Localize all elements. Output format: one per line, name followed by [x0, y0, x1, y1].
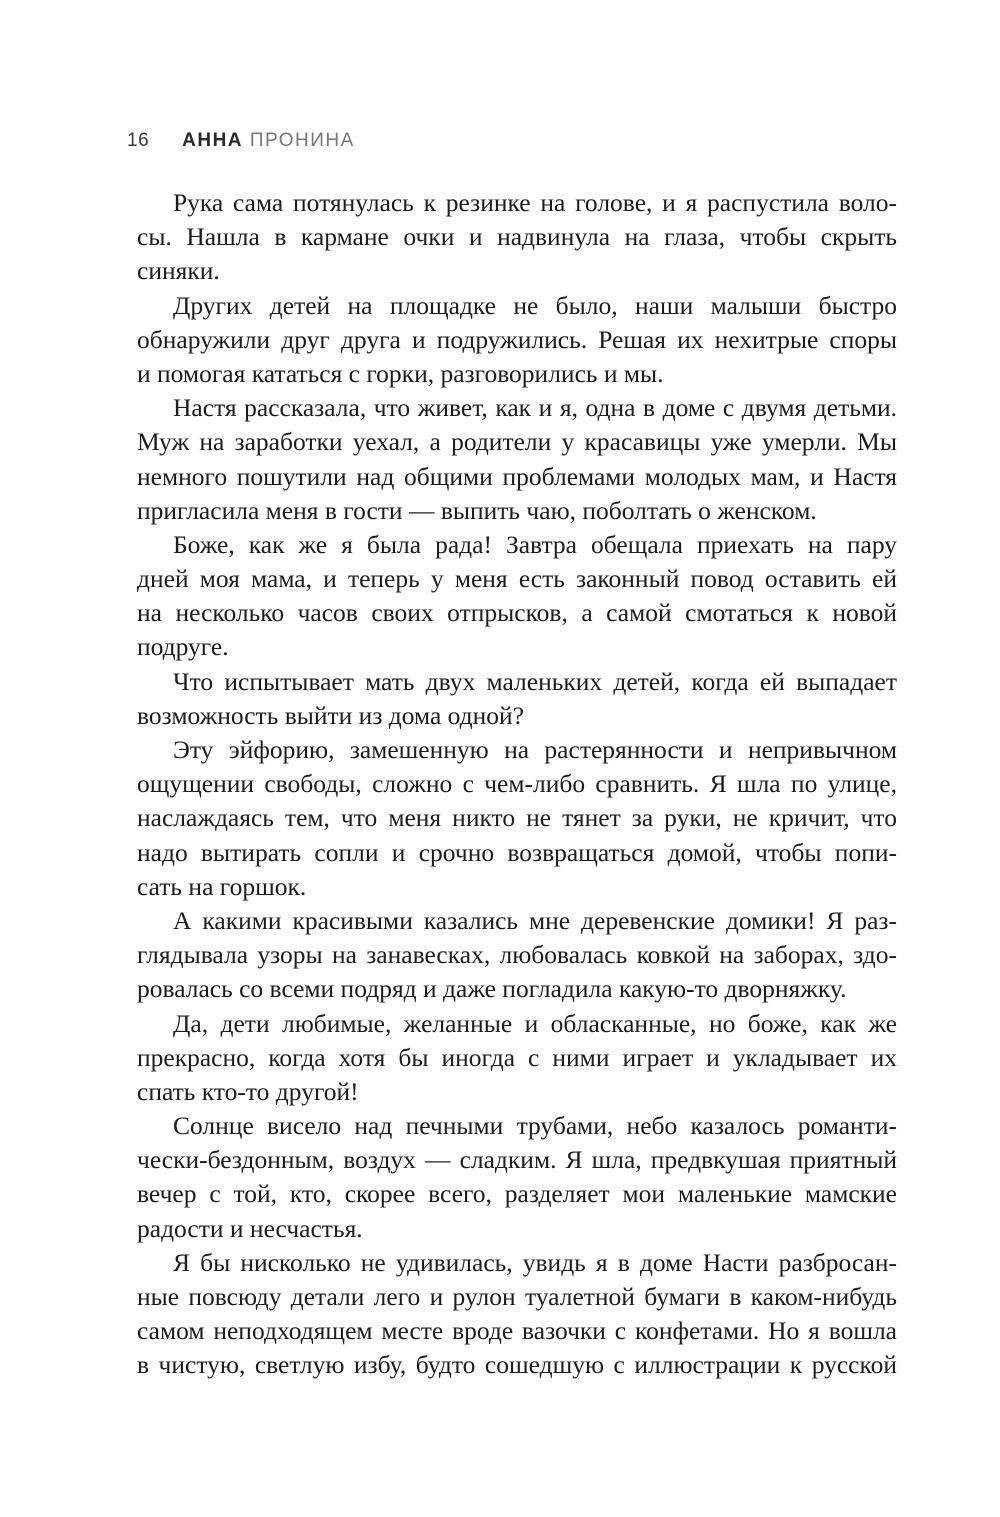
text-line: сать на горшок. [137, 871, 307, 901]
text-line: А какими красивыми казались мне деревенские домики! Я раз- [173, 905, 897, 935]
text-line: Солнце висело над печными трубами, небо казалось романти- [173, 1111, 897, 1141]
text-line: Других детей на площадке не было, наши малыши быстро [173, 290, 897, 320]
text-line: и помогая кататься с горки, разговорились и мы. [137, 358, 664, 388]
running-head [127, 130, 355, 160]
text-line: наслаждаясь тем, что меня никто не тянет за руки, не кричит, что [137, 803, 897, 833]
text-line: Настя рассказала, что живет, как и я, одна в доме с двумя детьми. [173, 393, 897, 423]
text-line: чески-бездонным, воздух — сладким. Я шла, предвкушая приятный [137, 1145, 897, 1175]
text-line: возможность выйти из дома одной? [137, 700, 525, 730]
text-line: сы. Нашла в кармане очки и надвинула на глаза, чтобы скрыть [137, 222, 897, 252]
text-line: ощущении свободы, сложно с чем-либо сравнить. Я шла по улице, [137, 769, 897, 799]
text-line: Муж на заработки уехал, а родители у красавицы уже умерли. Мы [137, 427, 897, 457]
text-line: Я бы нисколько не удивилась, увидь я в доме Насти разбросан- [173, 1247, 897, 1277]
text-line: синяки. [137, 256, 220, 286]
text-line: прекрасно, когда хотя бы иногда с ними играет и укладывает их [137, 1042, 897, 1072]
text-line: Да, дети любимые, желанные и обласканные, но боже, как же [173, 1008, 897, 1038]
text-line: в чистую, светлую избу, будто сошедшую с иллюстрации к русской [137, 1350, 897, 1380]
text-line: ные повсюду детали лего и рулон туалетной бумаги в каком-нибудь [137, 1282, 897, 1311]
text-line: немного пошутили над общими проблемами молодых мам, и Настя [137, 461, 897, 491]
text-line: пригласила меня в гости — выпить чаю, поболтать о женском. [137, 495, 817, 525]
author-first-name: АННА [182, 130, 244, 151]
text-line: на несколько часов своих отпрысков, а самой смотаться к новой [137, 598, 897, 628]
text-line: подруге. [137, 632, 229, 662]
text-line: радости и несчастья. [137, 1213, 363, 1243]
text-line: Что испытывает мать двух маленьких детей, когда ей выпадает [173, 666, 897, 696]
text-line: надо вытирать сопли и срочно возвращаться домой, чтобы попи- [137, 837, 897, 867]
text-line: спать кто-то другой! [137, 1076, 359, 1106]
text-line: глядывала узоры на занавесках, любовалась ковкой на заборах, здо- [137, 940, 897, 970]
page-number: 16 [127, 130, 150, 151]
text-line: Эту эйфорию, замешенную на растерянности и непривычном [173, 735, 897, 764]
text-line: ровалась со всеми подряд и даже погладила какую-то дворняжку. [137, 974, 847, 1004]
text-line: вечер с той, кто, скорее всего, разделяет мои маленькие мамские [137, 1179, 897, 1209]
text-line: Рука сама потянулась к резинке на голове, и я распустила воло- [173, 188, 897, 217]
body-text [137, 186, 897, 1383]
text-line: дней моя мама, и теперь у меня есть законный повод оставить ей [137, 564, 897, 594]
text-line: Боже, как же я была рада! Завтра обещала приехать на пару [173, 529, 897, 559]
author-last-name: ПРОНИНА [249, 130, 355, 151]
text-line: обнаружили друг друга и подружились. Решая их нехитрые споры [137, 324, 897, 354]
text-line: самом неподходящем месте вроде вазочки с конфетами. Но я вошла [137, 1316, 897, 1346]
